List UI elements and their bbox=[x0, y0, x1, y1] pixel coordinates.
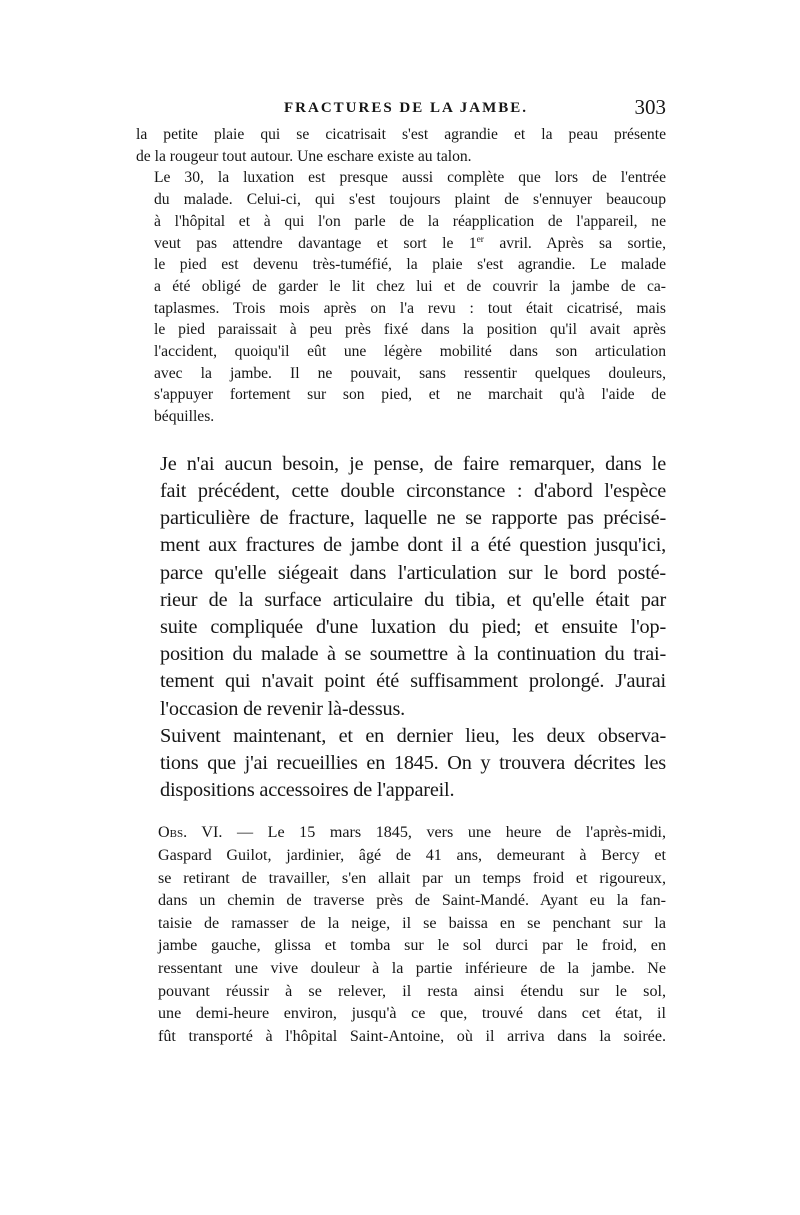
text-line: rieur de la surface articulaire du tibia, et qu'elle était par bbox=[160, 588, 666, 611]
text-line: tions que j'ai recueillies en 1845. On y trouvera décrites les bbox=[160, 752, 666, 775]
case-paragraph-1 bbox=[136, 124, 666, 167]
text-line: dispositions accessoires de l'appareil. bbox=[160, 779, 455, 802]
observation-label: Obs. VI. bbox=[158, 824, 223, 842]
page-number: 303 bbox=[634, 95, 666, 119]
text-line: du malade. Celui-ci, qui s'est toujours plaint de s'ennuyer beaucoup bbox=[154, 191, 666, 209]
text-line: pouvant réussir à se relever, il resta ainsi étendu sur le sol, bbox=[158, 982, 666, 1000]
text-line: Suivent maintenant, et en dernier lieu, les deux observa- bbox=[160, 724, 666, 747]
text-line: taisie de ramasser de la neige, il se baissa en se penchant sur la bbox=[158, 914, 666, 932]
commentary-paragraph-1 bbox=[136, 451, 666, 723]
page-header bbox=[136, 92, 666, 124]
text-line: la petite plaie qui se cicatrisait s'est agrandie et la peau présente bbox=[136, 126, 666, 143]
text-line-with-date: veut pas attendre davantage et sort le 1er avril. Après sa sortie, bbox=[154, 234, 666, 252]
text-line: fût transporté à l'hôpital Saint-Antoine, où il arriva dans la soirée. bbox=[158, 1027, 666, 1045]
book-page bbox=[136, 92, 666, 1048]
observation-vi bbox=[136, 822, 666, 1048]
date-month: avril. bbox=[483, 234, 547, 252]
text-line: ressentant une vive douleur à la partie inférieure de la jambe. Ne bbox=[158, 960, 666, 978]
text-line: jambe gauche, glissa et tomba sur le sol durci par le froid, en bbox=[158, 937, 666, 955]
text-line: une demi-heure environ, jusqu'à ce que, trouvé dans cet état, il bbox=[158, 1005, 666, 1023]
text-line: position du malade à se soumettre à la continuation du trai- bbox=[160, 643, 666, 666]
text-line: béquilles. bbox=[154, 408, 215, 426]
text-line: Gaspard Guilot, jardinier, âgé de 41 ans, demeurant à Bercy et bbox=[158, 847, 666, 865]
text-line: a été obligé de garder le lit chez lui et de couvrir la jambe de ca- bbox=[154, 277, 666, 295]
text-line: particulière de fracture, laquelle ne se rapporte pas précisé- bbox=[160, 507, 666, 530]
text-line: l'occasion de revenir là-dessus. bbox=[160, 697, 406, 720]
running-title: FRACTURES DE LA JAMBE. bbox=[284, 100, 529, 116]
text-line: Le 30, la luxation est presque aussi complète que lors de l'entrée bbox=[154, 169, 666, 187]
case-paragraph-2 bbox=[136, 167, 666, 427]
date-day: 1 bbox=[468, 234, 477, 252]
text-line: s'appuyer fortement sur son pied, et ne marchait qu'à l'aide de bbox=[154, 386, 666, 404]
text-line: avec la jambe. Il ne pouvait, sans ressentir quelques douleurs, bbox=[154, 364, 666, 382]
text-line: à l'hôpital et à qui l'on parle de la réapplication de l'appareil, ne bbox=[154, 212, 666, 230]
date-superscript: er bbox=[476, 234, 484, 245]
text-line: dans un chemin de traverse près de Saint-Mandé. Ayant eu la fan- bbox=[158, 892, 666, 910]
text-line: le pied paraissait à peu près fixé dans la position qu'il avait après bbox=[154, 321, 666, 339]
text-line: le pied est devenu très-tuméfié, la plaie s'est agrandie. Le malade bbox=[154, 256, 666, 274]
text-line: taplasmes. Trois mois après on l'a revu : tout était cicatrisé, mais bbox=[154, 299, 666, 317]
case-notes bbox=[136, 124, 666, 428]
observation-paragraph bbox=[136, 822, 666, 1048]
text-line: tement qui n'avait point été suffisamment prolongé. J'aurai bbox=[160, 670, 666, 693]
text-line-with-label: Obs. VI. — Le 15 mars 1845, vers une heure de l'après-midi, bbox=[158, 824, 666, 842]
text-line: ment aux fractures de jambe dont il a été question jusqu'ici, bbox=[160, 534, 666, 557]
text-line: suite compliquée d'une luxation du pied; et ensuite l'op- bbox=[160, 616, 666, 639]
text-line: l'accident, quoiqu'il eût une légère mobilité dans son articulation bbox=[154, 343, 666, 361]
text-line: Je n'ai aucun besoin, je pense, de faire remarquer, dans le bbox=[160, 452, 666, 475]
commentary bbox=[136, 451, 666, 805]
text-line: parce qu'elle siégeait dans l'articulation sur le bord posté- bbox=[160, 561, 666, 584]
commentary-paragraph-2 bbox=[136, 723, 666, 805]
text-line: de la rougeur tout autour. Une eschare existe au talon. bbox=[136, 147, 472, 165]
text-line: fait précédent, cette double circonstance : d'abord l'espèce bbox=[160, 480, 666, 503]
text-line: se retirant de travailler, s'en allait par un temps froid et rigoureux, bbox=[158, 869, 666, 887]
